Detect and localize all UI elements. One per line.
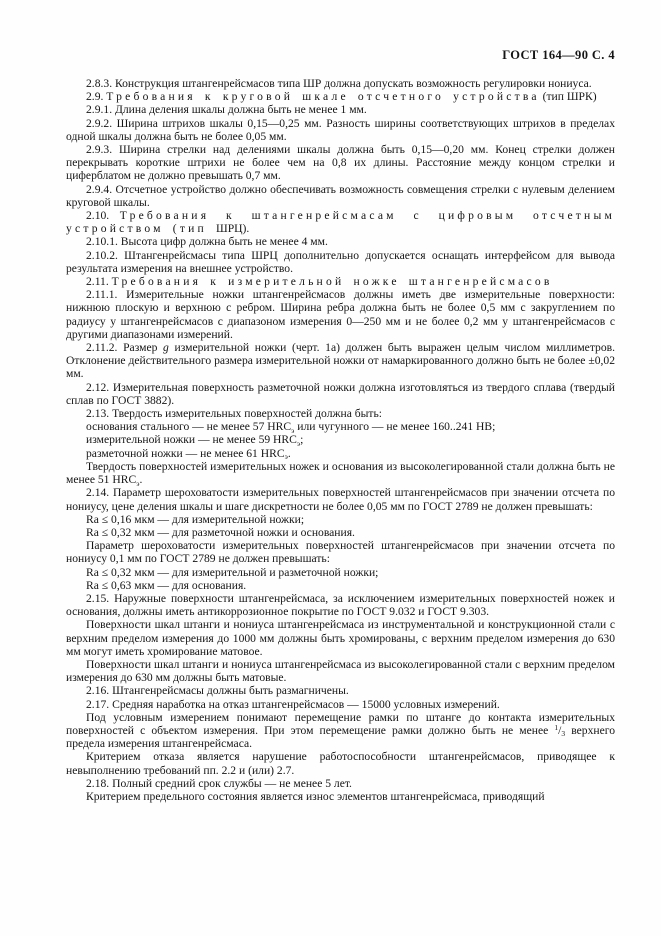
para-matte-surfaces: Поверхности шкал штанги и нониуса штангенрейсмаса из высоколегированной стали с верхним пределом измерения до 630 мм должны быть матовые. xyxy=(66,657,615,685)
item-ra-032-measuring: Ra ≤ 0,32 мкм — для измерительной и разметочной ножки; xyxy=(86,565,379,579)
clause-2-14: 2.14. Параметр шероховатости измерительных поверхностей штангенрейсмасов при значении отсчета по нониусу, цене деления шкалы и шаге дискретности не более 0,05 мм по ГОСТ 2789 не должен превышать: xyxy=(66,486,615,513)
clause-2-18: 2.18. Полный средний срок службы — не менее 5 лет. xyxy=(86,776,352,790)
item-ra-032-marking: Ra ≤ 0,32 мкм — для разметочной ножки и основания. xyxy=(86,525,355,539)
para-chrome-coating: Поверхности шкал штанги и нониуса штангенрейсмаса из инструментальной и конструкционной стали с верхним пределом измерения до 1000 мм должны быть хромированы, с верхним пределом измерения до 630 мм могут иметь хромирование матовое. xyxy=(66,618,615,658)
heading-2-9: 2.9. Требования к круговой шкале отсчетного устройства (тип ШРК) xyxy=(86,90,597,104)
clause-2-11-1: 2.11.1. Измерительные ножки штангенрейсмасов должны иметь две измерительные поверхности: нижнюю плоскую и верхнюю с ребром. Ширина ребра должна быть не более 0,5 мм с закруглением по радиусу у штангенрейсмасов с диапазоном измерения 0—250 мм и не более 0,2 мм у штангенрейсмасов с другими диапазонами измерений. xyxy=(66,288,615,341)
clause-2-9-1: 2.9.1. Длина деления шкалы должна быть не менее 1 мм. xyxy=(86,103,367,117)
clause-2-9-3: 2.9.3. Ширина стрелки над делениями шкалы должна быть 0,15—0,20 мм. Конец стрелки должен перекрывать короткие штрихи не более чем на 0,8 их длины. Расстояние между концом стрелки и циферблатом не должно превышать 0,7 мм. xyxy=(66,143,615,183)
heading-2-10: 2.10. Требования к штангенрейсмасам с цифровым отсчетным устройством (тип ШРЦ). xyxy=(66,209,615,236)
para-roughness-vernier-01: Параметр шероховатости измерительных поверхностей штангенрейсмасов при значении отсчета по нониусу 0,1 мм по ГОСТ 2789 не должен превышать: xyxy=(66,539,615,566)
item-ra-063: Ra ≤ 0,63 мкм — для основания. xyxy=(86,578,247,592)
clause-2-10-2: 2.10.2. Штангенрейсмасы типа ШРЦ дополнительно допускается оснащать интерфейсом для вывода результата измерения на внешнее устройство. xyxy=(66,248,615,275)
clause-2-11-2: 2.11.2. Размер g измерительной ножки (черт. 1а) должен быть выражен целым числом миллиметров. Отклонение действительного размера измерительной ножки от намаркированного должно быть не более ±0,02 мм. xyxy=(66,341,615,381)
clause-2-17: 2.17. Средняя наработка на отказ штангенрейсмасов — 15000 условных измерений. xyxy=(86,697,500,711)
clause-2-15: 2.15. Наружные поверхности штангенрейсмаса, за исключением измерительных поверхностей ножек и основания, должны иметь антикоррозионное покрытие по ГОСТ 9.032 и ГОСТ 9.303. xyxy=(66,591,615,619)
clause-2-13: 2.13. Твердость измерительных поверхностей должна быть: xyxy=(86,407,382,421)
clause-2-16: 2.16. Штангенрейсмасы должны быть размагничены. xyxy=(86,684,349,698)
clause-2-9-4: 2.9.4. Отсчетное устройство должно обеспечивать возможность совмещения стрелки с нулевым делением круговой шкалы. xyxy=(66,182,615,209)
para-failure-criterion: Критерием отказа является нарушение работоспособности штангенрейсмасов, приводящее к невыполнению требований пп. 2.2 и (или) 2.7. xyxy=(66,750,615,777)
heading-2-11: 2.11. Требования к измерительной ножке штангенрейсмасов xyxy=(86,275,553,289)
standard-designation: ГОСТ 164—90 С. 4 xyxy=(502,48,615,62)
item-hardness-marking-leg: разметочной ножки — не менее 61 $HRC_э$. xyxy=(86,446,291,462)
para-hardness-alloy-steel: Твердость поверхностей измерительных ножек и основания из высоколегированной стали должна быть не менее 51 $HRC_э$. xyxy=(66,459,615,488)
para-limit-state-criterion: Критерием предельного состояния является износ элементов штангенрейсмаса, приводящий xyxy=(86,789,545,803)
item-ra-016: Ra ≤ 0,16 мкм — для измерительной ножки; xyxy=(86,512,305,526)
item-hardness-base: основания стального — не менее 57 $HRC_э$ или чугунного — не менее 160..241 НВ; xyxy=(86,420,496,435)
para-conditional-measurement: Под условным измерением понимают перемещение рамки по штанге до контакта измерительных поверхностей с объектом измерения. При этом перемещение рамки должно быть не менее $^1/_3$ верхнего предела измерения штангенрейсмаса. xyxy=(66,710,615,751)
clause-2-9-2: 2.9.2. Ширина штрихов шкалы 0,15—0,25 мм. Разность ширины соответствующих штрихов в пределах одной шкалы должна быть не более 0,05 мм. xyxy=(66,116,615,143)
document-body xyxy=(0,64,661,803)
page-header xyxy=(0,0,661,64)
clause-2-8-3: 2.8.3. Конструкция штангенрейсмасов типа ШР должна допускать возможность регулировки нониуса. xyxy=(86,77,592,90)
clause-2-10-1: 2.10.1. Высота цифр должна быть не менее 4 мм. xyxy=(86,235,328,249)
item-hardness-measuring-leg: измерительной ножки — не менее 59 $HRC_э$; xyxy=(86,433,304,448)
clause-2-12: 2.12. Измерительная поверхность разметочной ножки должна изготовляться из твердого сплава (твердый сплав по ГОСТ 3882). xyxy=(66,380,615,407)
